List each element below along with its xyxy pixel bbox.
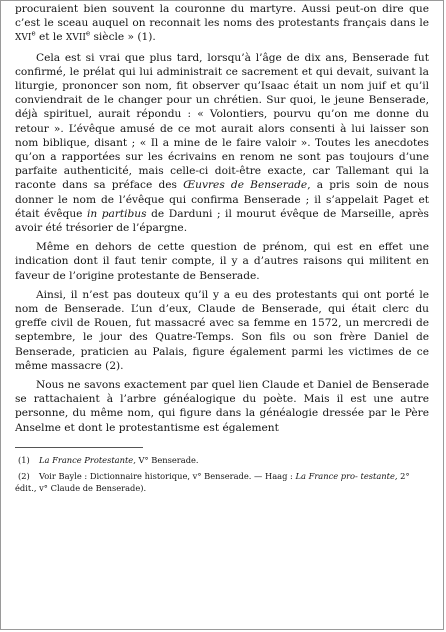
footnote-divider <box>15 447 143 448</box>
document-page <box>15 2 429 497</box>
footnote-1: (1) La France Protestante, V° Benserade. <box>18 454 199 465</box>
paragraph-other-reasons: Même en dehors de cette question de prénom, qui est en effet une indication dont il faut tenir compte, il y a d’autres raisons qui militent en faveur de l’origine protestante de Benserade. <box>15 241 429 282</box>
paragraph-massacre: Ainsi, il n’est pas douteux qu’il y a eu des protestants qui ont porté le nom de Benserade. L’un d’eux, Claude de Benserade, qui était clerc du greffe civil de Rouen, fut massacré avec sa femme en 1572, un mercredi de septembre, le jour des Quatre-Temps. Son fils ou son frère Daniel de Benserade, praticien au Palais, figure également parmi les victimes de ce même massacre (2). <box>15 288 429 372</box>
paragraph-confirmation: Cela est si vrai que plus tard, lorsqu’à l’âge de dix ans, Benserade fut confirmé, le prélat qui lui administrait ce sacrement et qui devait, suivant la liturgie, prononcer son nom, fit observer qu’Isaac était un nom juif et qu’il conviendrait de le changer pour un chrétien. Sur quoi, le jeune Benserade, déjà spirituel, aurait répondu : « Volontiers, pourvu qu’on me donne du retour ». L’évêque amusé de ce mot aurait alors consenti à lui laisser son nom biblique, disant ; « Il a mine de le faire valoir ». Toutes les anecdotes qu’on a rapportées sur les écrivains en renom ne sont pas toujours d’une parfaite authenticité, mais celle-ci doit-être exacte, car Tallemant qui la raconte dans sa préface des Œuvres de Benserade, a pris soin de nous donner le nom de l’évêque qui confirma Benserade ; il s’appelait Paget et était évêque in partibus de Darduni ; il mourut évêque de Marseille, après avoir été trésorier de l’épargne. <box>15 51 429 235</box>
paragraph-continuation: procuraient bien souvent la couronne du martyre. Aussi peut-on dire que c’est le sceau auquel on reconnait les noms des protestants français dans le XVIe et le XVIIe siècle » (1). <box>15 3 429 44</box>
paragraph-genealogy: Nous ne savons exactement par quel lien Claude et Daniel de Benserade se rattachaient à l’arbre généalogique du poète. Mais il est une autre personne, du même nom, qui figure dans la généalogie dressée par le Père Anselme et dont le protestantisme est également <box>15 379 429 434</box>
footnote-2: (2) Voir Bayle : Dictionnaire historique, v° Benserade. — Haag : La France pro- testante, 2° édit., v° Claude de Benserade). <box>15 471 410 493</box>
footnotes <box>15 455 429 495</box>
